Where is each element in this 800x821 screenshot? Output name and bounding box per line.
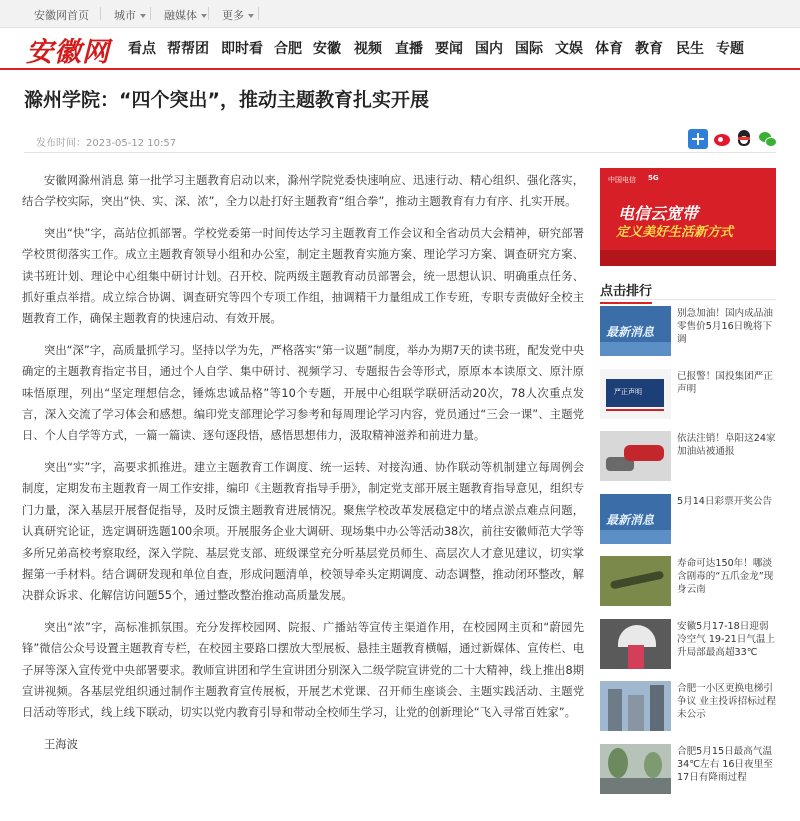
media-label: 融媒体 [164,9,197,22]
publish-time: 发布时间：2023-05-12 10:57 [36,138,177,149]
nav-item-entertainment[interactable]: 文娱 [555,41,583,57]
thumbnail-tower [628,695,644,731]
divider [150,7,151,20]
article-paragraph: 突出“浓”字，高标准抓氛围。充分发挥校园网、院报、广播站等宣传主渠道作用，在校园网主页和“蔚园先锋”微信公众号设置主题教育专栏，在校园主要路口摆放大型展板、悬挂主题教育横幅，通过新媒体、宣传栏、电子屏等深入宣传党中央部署要求。教师宣讲团和学生宣讲团分别深入二级学院宣讲党的二十大精神，线上推出8期宣讲视频。各基层党组织通过制作主题教育宣传展板，开展艺术党课、召开师生座谈会、主题实践活动、主题党日活动等形式，线上线下联动，切实以党内教育引导和带动全校师生学习，让党的创新理论“飞入寻常百姓家”。 [22,620,584,720]
ad-subline: 定义美好生活新方式 [616,225,734,240]
ranking-item[interactable] [600,681,776,744]
more-label: 更多 [222,9,244,22]
ranking-item-text[interactable]: 已报警！国投集团严正声明 [677,370,773,395]
nav-item-topics[interactable]: 专题 [716,41,744,57]
lizard-thumbnail[interactable] [600,556,671,606]
weibo-glyph [714,134,730,146]
chevron-down-icon [140,14,146,18]
ranking-item-text[interactable]: 合肥一小区更换电梯引争议 业主投诉招标过程未公示 [677,683,776,720]
main-nav [0,28,800,70]
chevron-down-icon [201,14,207,18]
statement-thumbnail[interactable] [600,369,671,419]
divider [100,7,101,20]
ranking-item[interactable] [600,369,776,432]
ranking-item[interactable] [600,494,776,557]
nav-item-education[interactable]: 教育 [635,41,663,57]
qq-scarf [738,137,750,140]
ranking-title: 点击排行 [600,280,652,304]
ranking-item[interactable] [600,744,776,807]
ranking-list [600,306,776,806]
ad-brand: 中国电信 [608,176,636,184]
thumbnail-umbrella [618,625,656,647]
nav-item-jishikan[interactable]: 即时看 [221,41,263,57]
article-paragraph: 安徽网滁州消息 第一批学习主题教育启动以来，滁州学院党委快速响应、迅速行动、精心组织、强化落实，结合学校实际，突出“快、实、深、浓”，全力以赴打好主题教育“组合拳”，推动主题教育有力有序、扎实开展。 [22,174,584,209]
city-menu[interactable] [114,7,146,23]
media-menu[interactable] [164,7,207,23]
site-logo[interactable]: 安徽网 [26,37,110,68]
thumbnail-bar [600,342,671,356]
ranking-item-text[interactable]: 合肥5月15日最高气温34℃左右 16日夜里至17日有降雨过程 [677,745,773,783]
weibo-icon[interactable] [712,129,732,149]
nav-item-anhui[interactable]: 安徽 [313,41,341,57]
more-menu[interactable] [222,7,254,23]
thumbnail-tree [608,748,628,778]
article-author: 王海波 [44,737,78,751]
news-thumbnail[interactable] [600,494,671,544]
article-paragraph: 突出“实”字，高要求抓推进。建立主题教育工作调度、统一运转、对接沟通、协作联动等机制建立每周例会制度，定期发布主题教育一周工作安排，编印《主题教育指导手册》，制定党支部开展主题教育指导意见，组织专门力量，深入基层开展督促指导，及时反馈主题教育进展情况。聚焦学校改革发展稳定中的堵点淤点难点问题，认真研究论证，选定调研选题100余项。开展服务企业大调研、现场集中办公等活动38次，前往安徽师范大学等多所兄弟高校考察取经，深入学院、基层党支部、班级课堂充分听基层党员师生、高层次人才意见建议，切实掌握第一手材料。结合调研发现和单位自查，形成问题清单，校领导牵头定期调度、动态调整，推动闭环整改，解决群众诉求、化解信访问题55个，通过整改整治推动高质量发展。 [22,460,584,603]
nav-item-video[interactable]: 视频 [354,41,382,57]
page-title: 滁州学院：“四个突出”，推动主题教育扎实开展 [24,89,429,111]
nav-item-yaowen[interactable]: 要闻 [435,41,463,57]
article-paragraph: 突出“深”字，高质量抓学习。坚持以学为先，严格落实“第一议题”制度，举办为期7天的读书班，配发党中央确定的主题教育指定书目，通过个人自学、集中研讨、视频学习、专题报告会等形式，原原本本读原文、原汁原味悟原理，列出“坚定理想信念，锤炼忠诚品格”等10个专题，开展中心组联学联研活动20次，78人次重点发言，深入交流了学习体会和感想。编印党支部理论学习参考和每周理论学习内容，党员通过“三会一课”、主题党日、个人自学等方式，一篇一篇读、逐句逐段悟，感悟思想伟力，汲取精神滋养和前进力量。 [22,343,584,443]
thumbnail-line [606,409,664,411]
thumbnail-person [628,645,644,669]
nav-item-domestic[interactable]: 国内 [475,41,503,57]
nav-item-sports[interactable]: 体育 [595,41,623,57]
ad-tag: 5G [648,174,659,182]
street-thumbnail[interactable] [600,744,671,794]
ranking-item[interactable] [600,556,776,619]
thumbnail-tree [644,752,662,778]
thumbnail-lizard [610,570,664,589]
thumbnail-caption: 最新消息 [606,325,655,339]
nav-item-hefei[interactable]: 合肥 [274,41,302,57]
thumbnail-caption: 最新消息 [606,512,655,527]
qq-icon[interactable] [734,129,754,149]
city-label: 城市 [114,9,136,22]
wechat-bubble [765,137,777,147]
news-thumbnail[interactable] [600,306,671,356]
ranking-item-text[interactable]: 别急加油！国内成品油零售价5月16日晚将下调 [677,308,773,345]
ranking-item[interactable] [600,619,776,682]
thumbnail-nozzle [624,445,664,461]
thumbnail-tower [608,689,622,731]
weather-thumbnail[interactable] [600,619,671,669]
fuel-nozzle-thumbnail[interactable] [600,431,671,481]
article-paragraph: 突出“快”字，高站位抓部署。学校党委第一时间传达学习主题教育工作会议和全省动员大会精神，研究部署学校贯彻落实工作。成立主题教育领导小组和办公室，制定主题教育实施方案、理论学习方案、调查研究方案、读书班计划、理论中心组集中研讨计划。召开校、院两级主题教育动员部署会，统一思想认识、明确重点任务、抓好重点举措。成立综合协调、调查研究等四个专项工作组，抽调精干力量组成工作专班，专职专责做好全校主题教育工作，确保主题教育的快速启动、有效开展。 [22,226,584,326]
article-body [22,170,584,765]
ranking-item-text[interactable]: 依法注销！阜阳这24家加油站被通报 [677,433,776,457]
share-plus-icon[interactable] [688,129,708,149]
thumbnail-caption: 严正声明 [614,387,642,396]
nav-item-live[interactable]: 直播 [395,41,423,57]
nav-item-kandian[interactable]: 看点 [128,41,156,57]
thumbnail-tower [650,685,664,731]
divider [208,7,209,20]
thumbnail-bar [600,530,671,544]
wechat-icon[interactable] [758,129,778,149]
top-utility-bar [0,0,800,28]
ranking-item[interactable] [600,431,776,494]
ranking-item[interactable] [600,306,776,369]
building-thumbnail[interactable] [600,681,671,731]
ad-banner[interactable] [600,168,776,266]
chevron-down-icon [248,14,254,18]
ad-headline: 电信云宽带 [618,204,699,223]
ranking-item-text[interactable]: 安徽5月17-18日迎弱冷空气 19-21日气温上升局部最高超33℃ [677,620,776,658]
divider [258,7,259,20]
nav-item-bangbangtuan[interactable]: 帮帮团 [167,41,209,57]
ranking-item-text[interactable]: 寿命可达150年！哪淡含剧毒的“五爪金龙”现身云南 [677,558,774,595]
ad-stripe [600,250,776,266]
nav-item-international[interactable]: 国际 [515,41,543,57]
ranking-header [600,280,776,300]
thumbnail-road [600,778,671,794]
article-meta [24,127,776,153]
ranking-item-text[interactable]: 5月14日彩票开奖公告 [677,495,773,507]
nav-item-minsheng[interactable]: 民生 [676,41,704,57]
home-link[interactable]: 安徽网首页 [34,9,89,22]
